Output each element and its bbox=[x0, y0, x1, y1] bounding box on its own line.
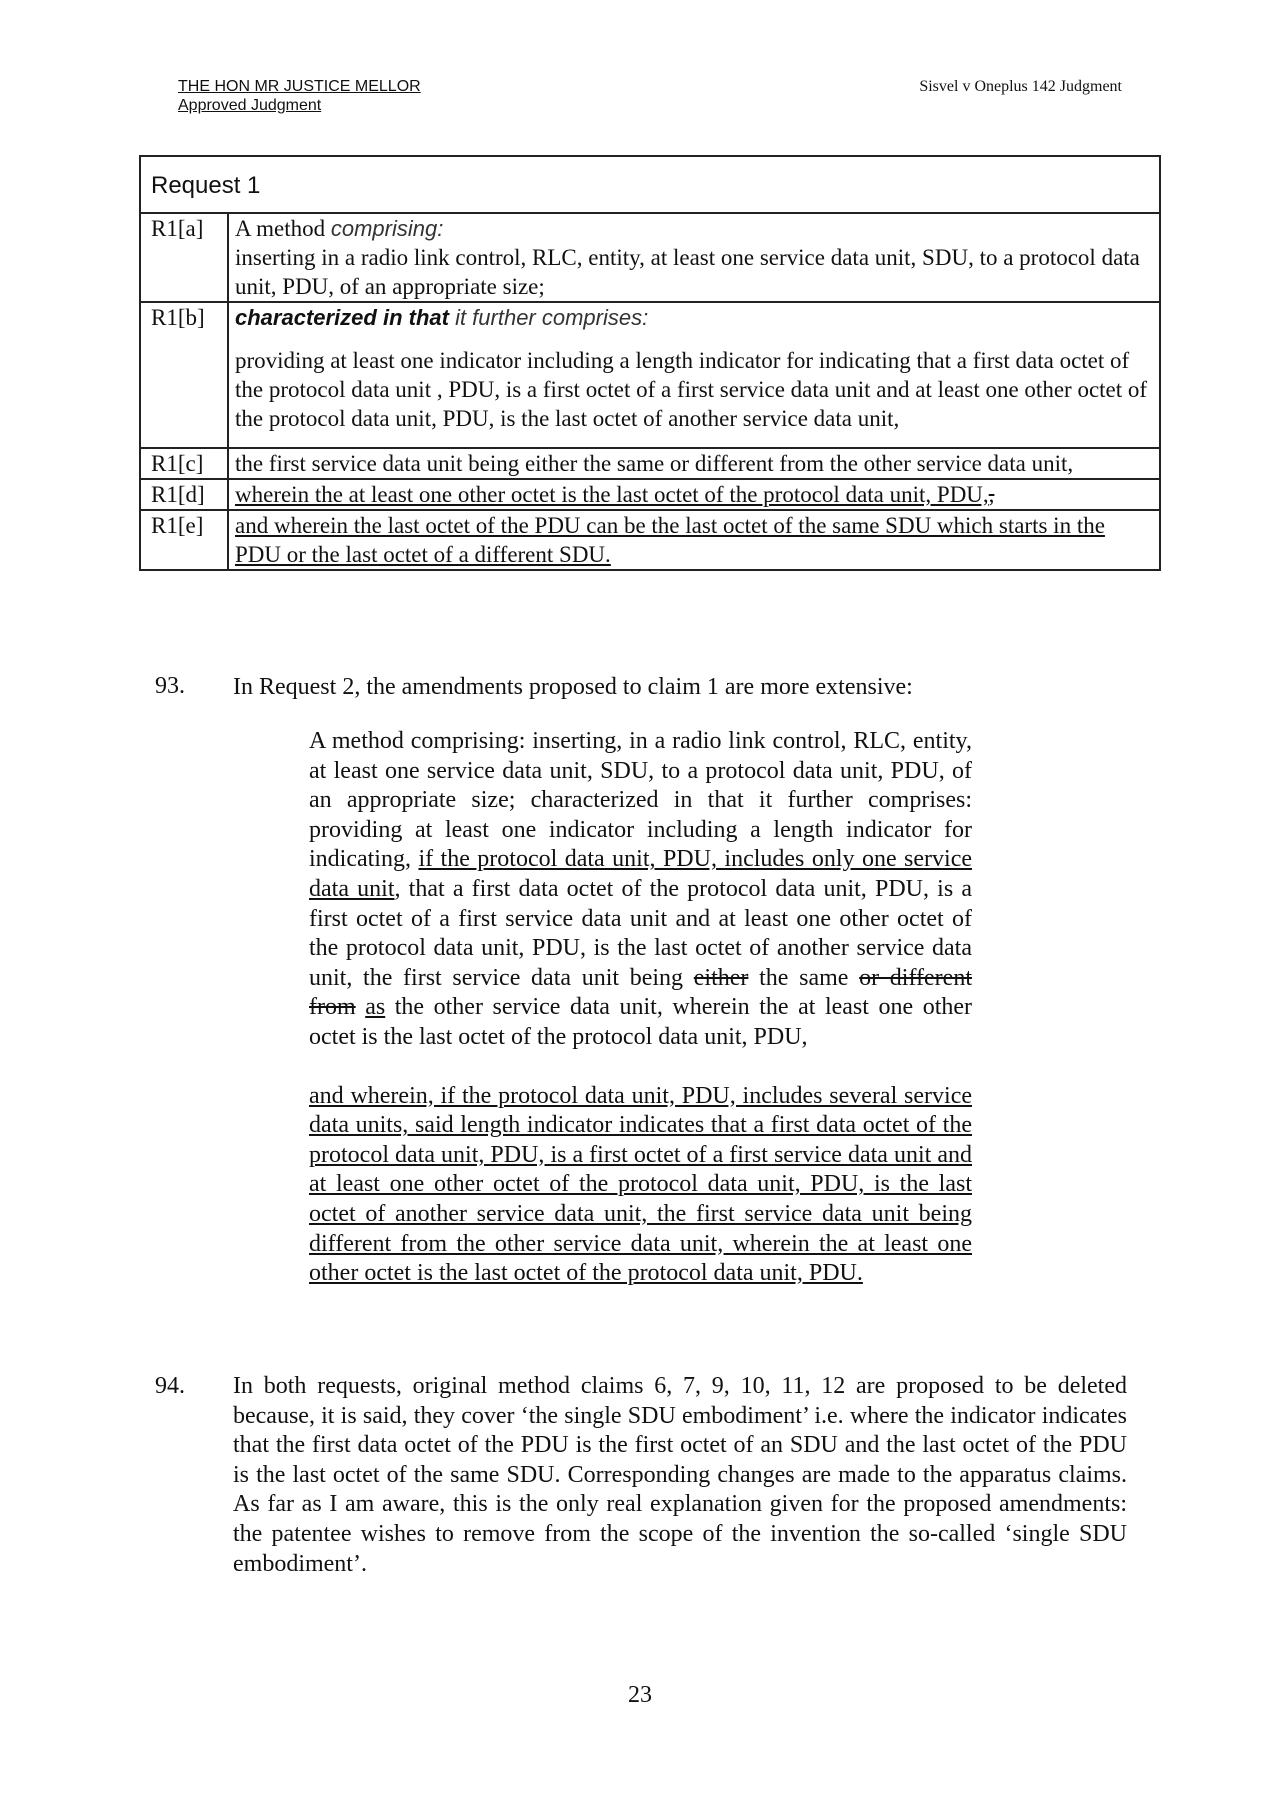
amended-claim-quote bbox=[309, 727, 972, 1289]
claim-row-r1b bbox=[140, 302, 1160, 448]
judgment-status: Approved Judgment bbox=[178, 97, 322, 114]
row-text bbox=[228, 510, 1160, 570]
case-title: Sisvel v Oneplus 142 Judgment bbox=[919, 78, 1122, 95]
row-text bbox=[228, 213, 1160, 302]
request-title-row bbox=[140, 156, 1160, 213]
claim-row-r1c bbox=[140, 448, 1160, 479]
row-lead-colon: : bbox=[437, 216, 444, 241]
deleted-text: or different from bbox=[309, 964, 972, 1021]
quote-text: , that a first data octet of the protocol data unit, PDU, is a first octet of a first service data unit and at least one other octet of the protocol data unit, PDU, is the last octet of another service data unit, the first service data unit being bbox=[309, 875, 973, 991]
row-lead-italic: comprising bbox=[330, 216, 438, 241]
inserted-text: if the protocol data unit, PDU, includes only one service data unit bbox=[309, 846, 972, 902]
row-body: inserting in a radio link control, RLC, entity, at least one service data unit, SDU, to a protocol data unit, PDU, of an appropriate size; bbox=[235, 245, 1140, 299]
claim-row-r1d bbox=[140, 479, 1160, 510]
running-header-left bbox=[178, 77, 421, 115]
quote-paragraph-2: and wherein, if the protocol data unit, PDU, includes several service data units, said length indicator indicates that a first data octet of the protocol data unit, PDU, is a first octet of a first service data unit and at least one other octet of the protocol data unit, PDU, is the last octet of another service data unit, the first service data unit being different from the other service data unit, wherein the at least one other octet is the last octet of the protocol data unit, PDU. bbox=[309, 1082, 972, 1287]
claim-row-r1a bbox=[140, 213, 1160, 302]
paragraph-93-text: In Request 2, the amendments proposed to claim 1 are more extensive: bbox=[233, 674, 913, 700]
row-lead: A method bbox=[235, 216, 331, 241]
row-label: R1[e] bbox=[140, 510, 228, 570]
request-title: Request 1 bbox=[140, 156, 1160, 213]
quote-text: A method comprising: inserting, in a radio link control, RLC, entity, at least one service data unit, SDU, to a protocol data unit, PDU, of an appropriate size; characterized in that it further comprises: providing at least one indicator including a length indicator for indicating, bbox=[309, 728, 972, 873]
row-body: wherein the at least one other octet is the last octet of the protocol data unit, PDU, bbox=[235, 482, 989, 507]
row-text bbox=[228, 479, 1160, 510]
row-label: R1[a] bbox=[140, 213, 228, 302]
quote-paragraph-1 bbox=[309, 727, 972, 1053]
deleted-comma: , bbox=[988, 482, 995, 507]
quote-text bbox=[356, 994, 366, 1020]
row-body: providing at least one indicator including a length indicator for indicating that a first data octet of the protocol data unit , PDU, is a first octet of a first service data unit and at least one other octet of the protocol data unit, PDU, is the last octet of another service data unit, bbox=[235, 348, 1148, 431]
paragraph-94-text: In both requests, original method claims 6, 7, 9, 10, 11, 12 are proposed to be deleted because, it is said, they cover ‘the single SDU embodiment’ i.e. where the indicator indicates that the first data octet of the PDU is the first octet of an SDU and the last octet of the PDU is the last octet of the same SDU. Corresponding changes are made to the apparatus claims. As far as I am aware, this is the only real explanation given for the proposed amendments: the patentee wishes to remove from the scope of the invention the so-called ‘single SDU embodiment’. bbox=[233, 1373, 1127, 1577]
row-bold-italic: characterized in that bbox=[235, 305, 449, 330]
paragraph-number: 93. bbox=[155, 673, 185, 699]
deleted-text: either bbox=[693, 964, 749, 991]
judge-name: THE HON MR JUSTICE MELLOR bbox=[178, 78, 421, 95]
row-label: R1[b] bbox=[140, 302, 228, 448]
row-label: R1[d] bbox=[140, 479, 228, 510]
row-body: the first service data unit being either the same or different from the other service data unit, bbox=[228, 448, 1160, 479]
claim-row-r1e bbox=[140, 510, 1160, 570]
row-text bbox=[228, 302, 1160, 448]
request-1-table bbox=[139, 155, 1161, 571]
page-number: 23 bbox=[628, 1682, 652, 1708]
row-italic: it further comprises: bbox=[448, 305, 649, 330]
quote-text: the same bbox=[748, 964, 860, 991]
inserted-text: as bbox=[365, 994, 386, 1021]
row-label: R1[c] bbox=[140, 448, 228, 479]
quote-text: the other service data unit, wherein the at least one other octet is the last octet of the protocol data unit, PDU, bbox=[309, 994, 972, 1050]
paragraph-number: 94. bbox=[155, 1373, 185, 1399]
row-body: and wherein the last octet of the PDU can be the last octet of the same SDU which starts in the PDU or the last octet of a different SDU. bbox=[235, 513, 1105, 567]
